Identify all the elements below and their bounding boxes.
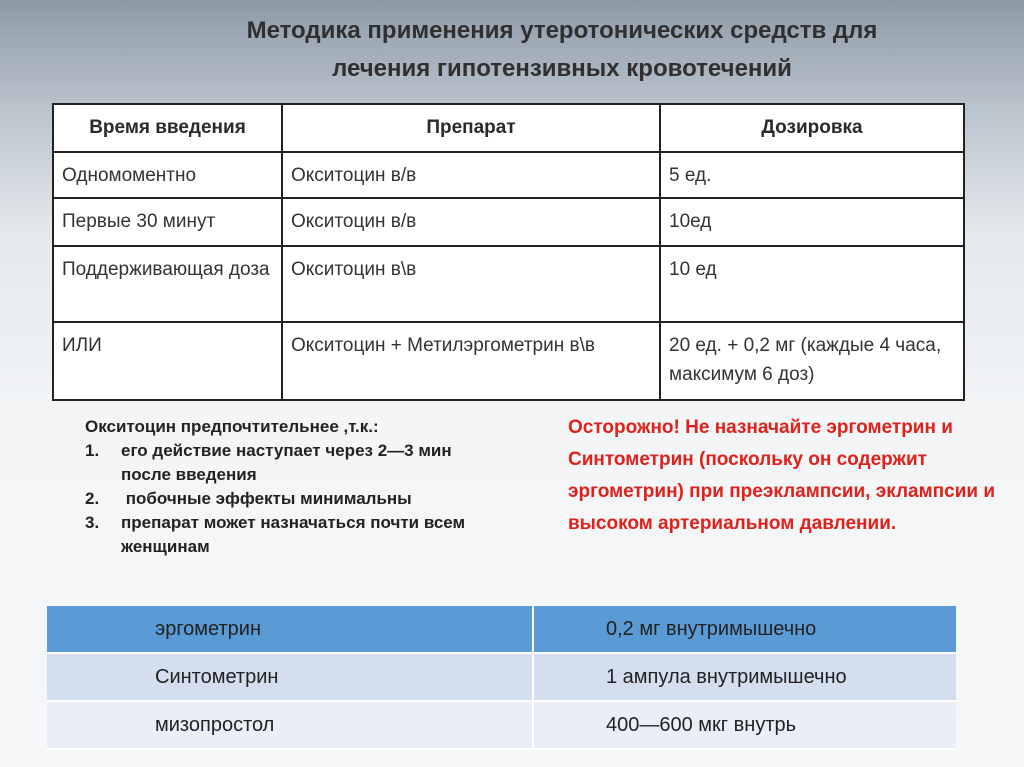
cell-time: Одномоментно bbox=[53, 152, 282, 198]
cell-dose: 5 ед. bbox=[660, 152, 964, 198]
list-item-number: 3. bbox=[85, 513, 100, 532]
table-row bbox=[47, 606, 956, 653]
page-title-line-2: лечения гипотензивных кровотечений bbox=[332, 55, 792, 82]
table-row bbox=[53, 198, 964, 246]
table-header-row bbox=[53, 104, 964, 152]
list-item-number: 2. bbox=[85, 489, 100, 508]
page-title-line-1: Методика применения утеротонических средств для bbox=[246, 17, 878, 44]
cell-dose: 10 ед bbox=[660, 246, 964, 322]
drug-dose-cell: 400—600 мкг внутрь bbox=[533, 701, 956, 749]
cell-drug: Окситоцин в\в bbox=[282, 246, 660, 322]
drug-name-cell: Синтометрин bbox=[47, 653, 533, 701]
cell-drug: Окситоцин в/в bbox=[282, 152, 660, 198]
list-item-text: препарат может назначаться почти всем женщинам bbox=[121, 513, 466, 556]
drug-dose-cell: 1 ампула внутримышечно bbox=[533, 653, 956, 701]
cell-time: ИЛИ bbox=[53, 322, 282, 400]
column-header-drug: Препарат bbox=[282, 104, 660, 152]
cell-dose: 20 ед. + 0,2 мг (каждые 4 часа, максимум 6 доз) bbox=[660, 322, 964, 400]
cell-time: Первые 30 минут bbox=[53, 198, 282, 246]
cell-drug: Окситоцин + Метилэргометрин в\в bbox=[282, 322, 660, 400]
drug-name-cell: мизопростол bbox=[47, 701, 533, 749]
cell-drug: Окситоцин в/в bbox=[282, 198, 660, 246]
list-item bbox=[85, 511, 505, 559]
table-row bbox=[47, 653, 956, 701]
cell-time: Поддерживающая доза bbox=[53, 246, 282, 322]
drug-dose-cell: 0,2 мг внутримышечно bbox=[533, 606, 956, 653]
drug-name-cell: эргометрин bbox=[47, 606, 533, 653]
list-item bbox=[85, 487, 505, 511]
table-row bbox=[53, 246, 964, 322]
list-item-number: 1. bbox=[85, 441, 100, 460]
list-item-text: побочные эффекты минимальны bbox=[121, 489, 412, 508]
oxytocin-notes bbox=[85, 415, 505, 559]
table-row bbox=[53, 152, 964, 198]
column-header-dose: Дозировка bbox=[660, 104, 964, 152]
list-item bbox=[85, 439, 505, 487]
list-item-text: его действие наступает через 2—3 мин после введения bbox=[121, 441, 452, 484]
uterotonic-table bbox=[52, 103, 965, 401]
column-header-time: Время введения bbox=[53, 104, 282, 152]
warning-text: Осторожно! Не назначайте эргометрин и Синтометрин (поскольку он содержит эргометрин) при преэклампсии, эклампсии и высоком артериальном давлении. bbox=[568, 417, 996, 534]
dose-table bbox=[47, 606, 956, 750]
page-title bbox=[100, 12, 1024, 88]
table-row bbox=[53, 322, 964, 400]
table-row bbox=[47, 701, 956, 749]
notes-heading: Окситоцин предпочтительнее ,т.к.: bbox=[85, 417, 379, 436]
cell-dose: 10ед bbox=[660, 198, 964, 246]
